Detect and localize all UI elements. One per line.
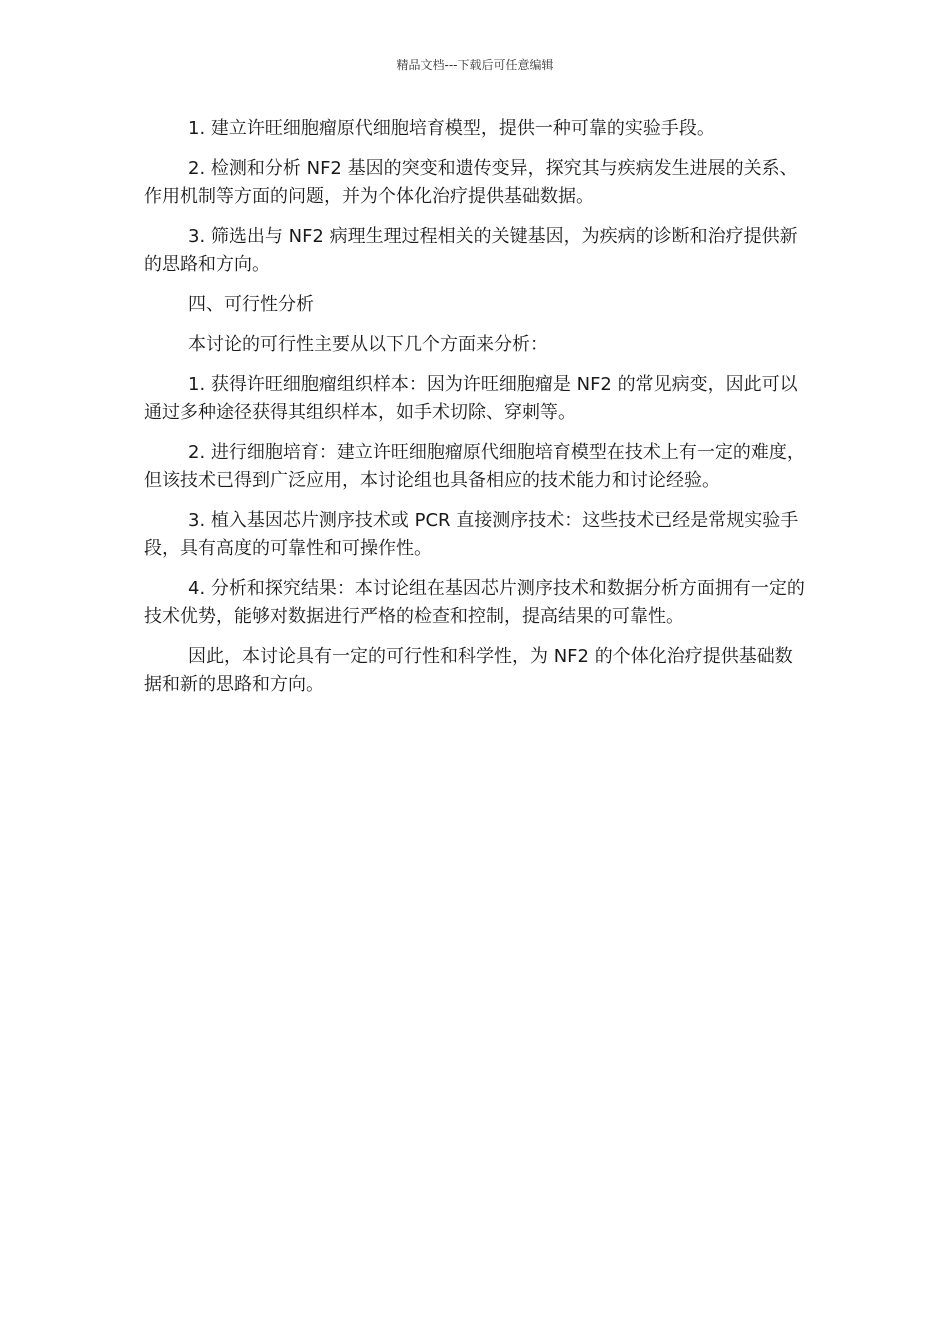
page-header: 精品文档---下载后可任意编辑 — [396, 58, 554, 72]
feasibility-1-paragraph: 1. 获得许旺细胞瘤组织样本：因为许旺细胞瘤是 NF2 的常见病变，因此可以通过多种途径获得其组织样本，如手术切除、穿刺等。 — [144, 374, 798, 423]
feasibility-3-paragraph: 3. 植入基因芯片测序技术或 PCR 直接测序技术：这些技术已经是常规实验手段，具有高度的可靠性和可操作性。 — [144, 510, 799, 559]
conclusion-paragraph: 因此，本讨论具有一定的可行性和科学性，为 NF2 的个体化治疗提供基础数据和新的思路和方向。 — [144, 646, 793, 695]
objective-3-paragraph: 3. 筛选出与 NF2 病理生理过程相关的关键基因，为疾病的诊断和治疗提供新的思路和方向。 — [144, 226, 798, 275]
objective-2-paragraph: 2. 检测和分析 NF2 基因的突变和遗传变异，探究其与疾病发生进展的关系、作用机制等方面的问题，并为个体化治疗提供基础数据。 — [144, 158, 798, 207]
feasibility-2-paragraph: 2. 进行细胞培育：建立许旺细胞瘤原代细胞培育模型在技术上有一定的难度，但该技术已得到广泛应用，本讨论组也具备相应的技术能力和讨论经验。 — [144, 442, 805, 491]
section-heading-feasibility: 四、可行性分析 — [188, 294, 314, 315]
document-body — [144, 115, 808, 711]
feasibility-4-paragraph: 4. 分析和探究结果：本讨论组在基因芯片测序技术和数据分析方面拥有一定的技术优势，能够对数据进行严格的检查和控制，提高结果的可靠性。 — [144, 578, 805, 627]
objective-1-paragraph: 1. 建立许旺细胞瘤原代细胞培育模型，提供一种可靠的实验手段。 — [188, 118, 715, 139]
feasibility-intro-paragraph: 本讨论的可行性主要从以下几个方面来分析： — [188, 334, 548, 355]
